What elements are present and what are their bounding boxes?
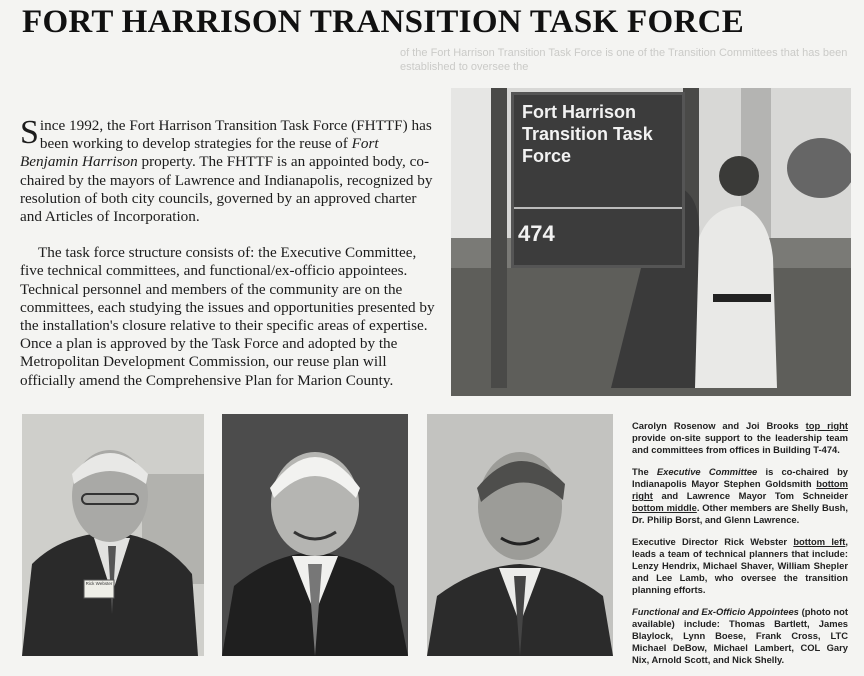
photo-caption [632, 420, 848, 676]
caption-exec-position-2: bottom middle [632, 502, 697, 513]
caption-exec-c: and Lawrence Mayor Tom Schneider [652, 490, 848, 501]
paragraph-2: The task force structure consists of: the Executive Committee, five technical committees, and functional/ex-officio appointees. Technical personnel and members of the community are on the committees, each studying the issues and opportunities presented by the installation's closure relative to their specific areas of expertise. Once a plan is approved by the Task Force and adopted by the Metropolitan Development Commission, our reuse plan will officially amend the Comprehensive Plan for Marion County. [20, 244, 435, 389]
paragraph-1-text-b: property. The FHTTF is an appointed body, co-chaired by the mayors of Lawrence and Indianapolis, recognized by resolution of both city councils, governed by an approved charter and Articles of Incorporation. [20, 153, 433, 226]
sign-line-2: Transition Task [522, 124, 653, 144]
caption-executive-committee [632, 466, 848, 526]
caption-exec-d: . Other members are Shelly Bush, Dr. Philip Borst, and Glenn Lawrence. [632, 502, 849, 525]
sign-board [511, 92, 685, 268]
portrait-mayor-schneider [222, 414, 408, 656]
caption-appointees-italic: Functional and Ex-Officio Appointees [632, 606, 799, 617]
caption-staff-b: provide on-site support to the leadership team and committees from offices in Building T-474. [632, 432, 848, 455]
photo-sign-staff [451, 88, 851, 396]
caption-staff [632, 420, 848, 456]
paragraph-1 [20, 114, 440, 226]
paragraph-1-italic: Fort Benjamin Harrison [20, 135, 379, 171]
page-headline: FORT HARRISON TRANSITION TASK FORCE [22, 4, 745, 40]
caption-staff-position: top right [805, 420, 848, 431]
caption-director-a: Executive Director Rick Webster [632, 536, 794, 547]
caption-appointees-a: (photo not available) include: Thomas Bartlett, James Blaylock, Lynn Boese, Frank Cross, LTC Michael DeBow, Michael Lambert, COL Gary Nix, Arnold Scott, and Nick Shelly. [632, 606, 848, 665]
portrait-executive-director [22, 414, 204, 656]
photo-executive-director [22, 414, 204, 656]
photo-mayor-schneider [222, 414, 408, 656]
caption-director-position: bottom left [793, 536, 846, 547]
article-body [20, 114, 440, 390]
portrait-mayor-goldsmith [427, 414, 613, 656]
drop-cap: S [20, 114, 39, 151]
building-number: 474 [518, 221, 555, 246]
caption-executive-director [632, 536, 848, 596]
caption-appointees [632, 606, 848, 666]
sign-divider [514, 207, 682, 209]
name-badge: Rick Webster [85, 581, 113, 586]
caption-director-b: , leads a team of technical planners that include: Lenzy Hendrix, Michael Shaver, William Shepler and Lee Lamb, who oversee the transition planning efforts. [632, 536, 849, 595]
caption-exec-b: is co-chaired by Indianapolis Mayor Stephen Goldsmith [632, 466, 849, 489]
sign-line-3: Force [522, 146, 572, 166]
caption-exec-position-1: bottom right [632, 478, 848, 501]
caption-exec-a: The [632, 466, 657, 477]
photo-mayor-goldsmith [427, 414, 613, 656]
caption-exec-italic: Executive Committee [656, 466, 758, 477]
paragraph-1-text-a: ince 1992, the Fort Harrison Transition Task Force (FHTTF) has been working to develop strategies for the reuse of [39, 117, 432, 153]
bleed-through-text: of the Fort Harrison Transition Task Force is one of the Transition Committees that has been established to oversee the [400, 47, 848, 73]
caption-staff-a: Carolyn Rosenow and Joi Brooks [632, 420, 806, 431]
sign-line-1: Fort Harrison [522, 102, 637, 122]
